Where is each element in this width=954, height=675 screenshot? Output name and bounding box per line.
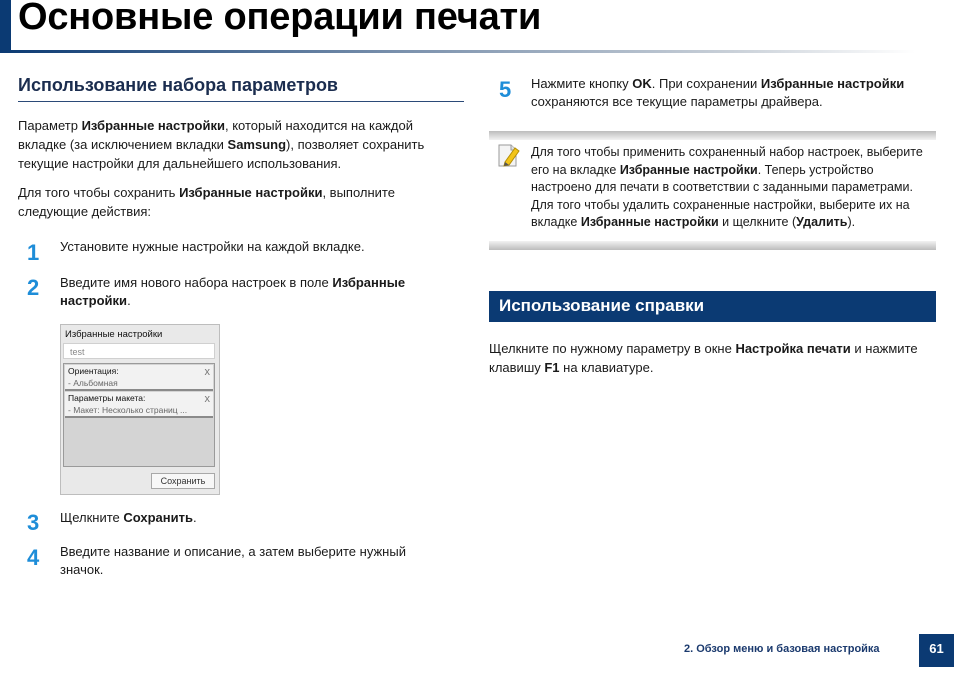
note-top-border [489,131,936,140]
title-accent-bar [0,0,11,52]
figure-panel-title: Избранные настройки [65,329,163,340]
section-heading-favorites: Использование набора параметров [18,75,339,95]
step-number-5: 5 [499,77,512,102]
page-number: 61 [929,641,944,656]
list-item-layout [65,392,213,418]
note-pencil-icon [497,142,521,168]
instructions-paragraph: Для того чтобы сохранить Избранные настройки, выполните следующие действия: [18,185,395,219]
item-value: - Альбомная [68,378,118,388]
step-number-3: 3 [27,510,40,535]
section-heading-help: Использование справки [499,296,705,315]
section-heading-rule [18,101,464,102]
step-text-1: Установите нужные настройки на каждой вкладке. [60,239,365,254]
step-text-4: Введите название и описание, а затем выберите нужный значок. [60,544,406,577]
title-rule [0,50,915,53]
step-text-5: Нажмите кнопку OK. При сохранении Избранные настройки сохраняются все текущие параметры драйвера. [531,76,905,109]
step-number-4: 4 [27,545,40,570]
page-title: Основные операции печати [18,0,542,38]
favorites-settings-list [63,363,215,467]
item-value: - Макет: Несколько страниц ... [68,405,188,415]
note-bottom-border [489,241,936,250]
favorites-name-input[interactable]: test [63,343,215,359]
save-button[interactable]: Сохранить [151,473,215,489]
item-key: Ориентация: [68,366,119,376]
remove-icon[interactable]: x [204,366,210,378]
step-number-2: 2 [27,275,40,300]
intro-paragraph: Параметр Избранные настройки, который находится на каждой вкладке (за исключением вкладки Samsung), позволяет сохранить текущие настройки для дальнейшего использования. [18,118,425,171]
step-number-1: 1 [27,240,40,265]
footer-chapter-link[interactable]: 2. Обзор меню и базовая настройка [684,643,880,655]
step-text-2: Введите имя нового набора настроек в поле Избранные настройки. [60,275,406,308]
remove-icon[interactable]: x [204,393,210,405]
item-key: Параметры макета: [68,393,146,403]
list-item-orientation [65,365,213,391]
favorites-panel-figure [60,324,220,495]
help-paragraph: Щелкните по нужному параметру в окне Настройка печати и нажмите клавишу F1 на клавиатуре. [489,341,918,375]
step-text-3: Щелкните Сохранить. [60,510,197,525]
note-text: Для того чтобы применить сохраненный набор настроек, выберите его на вкладке Избранные настройки. Теперь устройство настроено для печати в соответствии с заданными параметрами. Для того чтобы удалить сохраненные настройки, выберите их на вкладке Избранные настройки и щелкните (Удалить). [531,145,923,229]
